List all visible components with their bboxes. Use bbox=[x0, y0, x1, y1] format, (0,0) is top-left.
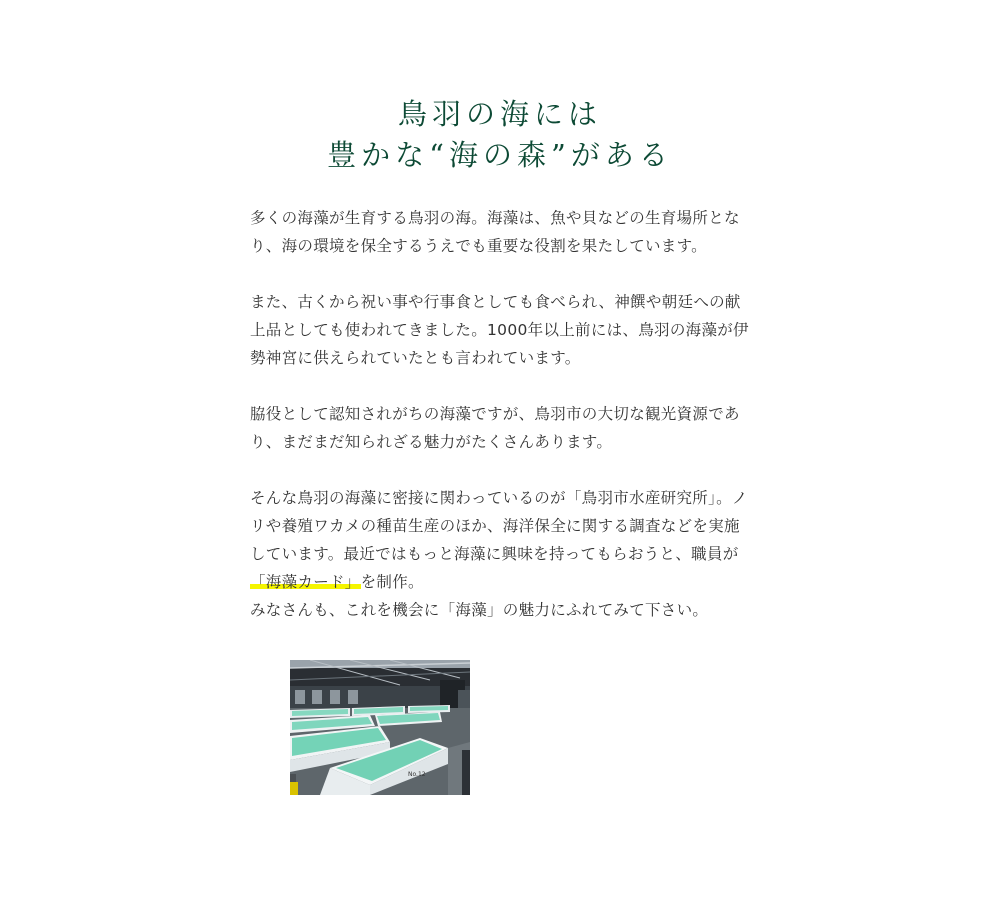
tank-facility-image bbox=[290, 660, 470, 795]
paragraph-1: 多くの海藻が生育する鳥羽の海。海藻は、魚や貝などの生育場所となり、海の環境を保全するうえでも重要な役割を果たしています。 bbox=[250, 209, 740, 255]
article-body bbox=[250, 204, 750, 624]
paragraph-3: 脇役として認知されがちの海藻ですが、鳥羽市の大切な観光資源であり、まだまだ知られざる魅力がたくさんあります。 bbox=[250, 405, 740, 451]
research-facility-photo bbox=[290, 660, 470, 795]
paragraph-4-text-before: そんな鳥羽の海藻に密接に関わっているのが「鳥羽市水産研究所」。ノリや養殖ワカメの種苗生産のほか、海洋保全に関する調査などを実施しています。最近ではもっと海藻に興味を持ってもらおうと、職員が bbox=[250, 489, 748, 563]
paragraph-5: みなさんも、これを機会に「海藻」の魅力にふれてみて下さい。 bbox=[250, 601, 709, 619]
page-heading bbox=[0, 94, 1000, 176]
tank-number-label: No.12 bbox=[408, 771, 426, 778]
paragraph-4 bbox=[250, 484, 750, 624]
seaweed-card-highlight: 「海藻カード」 bbox=[250, 573, 361, 591]
heading-line-2: 豊かな“海の森”がある bbox=[327, 138, 673, 172]
heading-line-1: 鳥羽の海には bbox=[397, 97, 602, 131]
paragraph-2: また、古くから祝い事や行事食としても食べられ、神饌や朝廷への献上品としても使われてきました。1000年以上前には、鳥羽の海藻が伊勢神宮に供えられていたとも言われています。 bbox=[250, 293, 749, 367]
paragraph-4-text-after: を制作。 bbox=[360, 573, 424, 591]
